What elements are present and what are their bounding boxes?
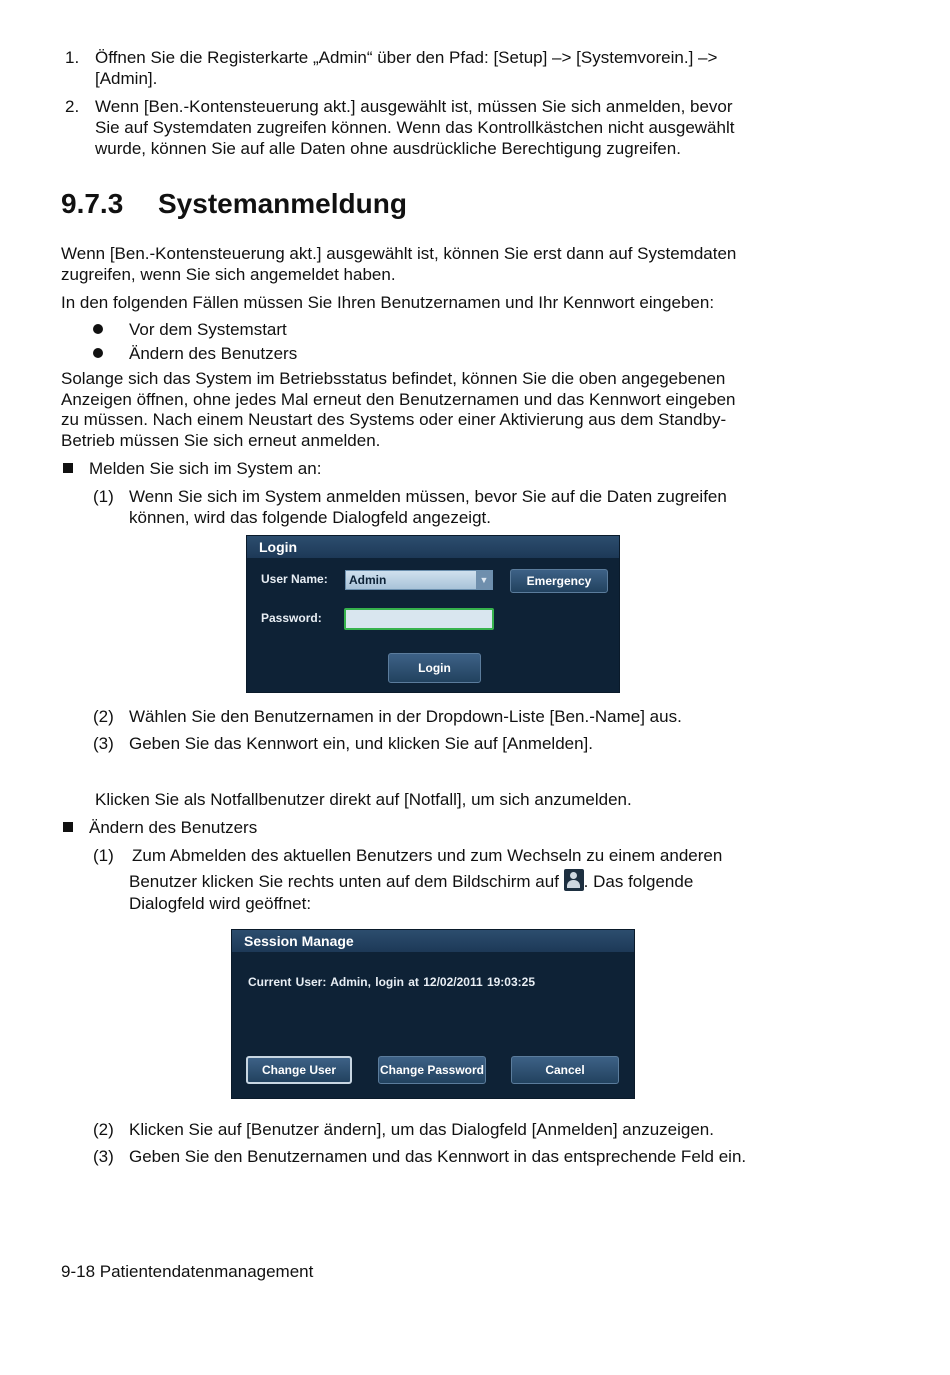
bullet-icon: [93, 348, 103, 358]
dialog-title: Login: [247, 536, 619, 558]
step-number: (2): [93, 1120, 114, 1139]
square-bullet-icon: [63, 463, 73, 473]
section-number: 9.7.3: [61, 188, 124, 219]
step-text: Wenn Sie sich im System anmelden müssen, bevor Sie auf die Daten zugreifen: [129, 487, 727, 506]
session-manage-dialog: [231, 929, 635, 1099]
step-text: . Das folgende: [583, 872, 694, 891]
list-item: Ändern des Benutzers: [129, 344, 298, 363]
step-number: 1.: [65, 48, 80, 67]
step-text: [Admin].: [95, 69, 158, 88]
step-text: können, wird das folgende Dialogfeld angezeigt.: [129, 508, 491, 527]
step-text: Öffnen Sie die Registerkarte „Admin“ über den Pfad: [Setup] –> [Systemvorein.] –>: [95, 48, 718, 67]
change-password-button[interactable]: Change Password: [378, 1056, 486, 1084]
step-number: (3): [93, 734, 114, 753]
cancel-button[interactable]: Cancel: [511, 1056, 619, 1084]
step-text: Geben Sie das Kennwort ein, und klicken Sie auf [Anmelden].: [129, 734, 594, 753]
user-name-value: Admin: [349, 573, 387, 587]
step-text: Sie auf Systemdaten zugreifen können. Wenn das Kontrollkästchen nicht ausgewählt: [95, 118, 735, 137]
step-text: wurde, können Sie auf alle Daten ohne ausdrückliche Berechtigung zugreifen.: [95, 139, 681, 158]
step-number: (1): [93, 487, 114, 506]
note-text: Klicken Sie als Notfallbenutzer direkt auf [Notfall], um sich anzumelden.: [95, 790, 632, 809]
step-text: Klicken Sie auf [Benutzer ändern], um das Dialogfeld [Anmelden] anzuzeigen.: [129, 1120, 714, 1139]
paragraph-line: Anzeigen öffnen, ohne jedes Mal erneut den Benutzernamen und das Kennwort eingeben: [61, 390, 736, 409]
section-title: Systemanmeldung: [158, 188, 407, 219]
step-text: Wählen Sie den Benutzernamen in der Dropdown-Liste [Ben.-Name] aus.: [129, 707, 682, 726]
page-footer: 9-18 Patientendatenmanagement: [61, 1262, 314, 1281]
step-number: (3): [93, 1147, 114, 1166]
password-label: Password:: [261, 611, 322, 625]
change-user-button[interactable]: Change User: [246, 1056, 352, 1084]
user-name-label: User Name:: [261, 572, 328, 586]
step-text: Benutzer klicken Sie rechts unten auf dem Bildschirm auf: [129, 872, 559, 891]
emergency-button[interactable]: Emergency: [510, 569, 608, 593]
subsection-heading: Ändern des Benutzers: [89, 818, 258, 837]
step-text-with-icon: [129, 869, 693, 894]
paragraph-line: Betrieb müssen Sie sich erneut anmelden.: [61, 431, 381, 450]
step-text: Zum Abmelden des aktuellen Benutzers und zum Wechseln zu einem anderen: [132, 846, 723, 865]
paragraph-line: zugreifen, wenn Sie sich angemeldet haben.: [61, 265, 396, 284]
user-name-select[interactable]: [345, 570, 493, 590]
subsection-heading: Melden Sie sich im System an:: [89, 459, 322, 478]
step-number: 2.: [65, 97, 80, 116]
user-session-icon: [564, 869, 584, 891]
step-text: Dialogfeld wird geöffnet:: [129, 894, 312, 913]
bullet-icon: [93, 324, 103, 334]
list-item: Vor dem Systemstart: [129, 320, 287, 339]
password-field[interactable]: [344, 608, 494, 630]
step-number: (1): [93, 846, 114, 865]
step-number: (2): [93, 707, 114, 726]
login-dialog: [246, 535, 620, 693]
square-bullet-icon: [63, 822, 73, 832]
paragraph-line: Wenn [Ben.-Kontensteuerung akt.] ausgewählt ist, können Sie erst dann auf Systemdaten: [61, 244, 737, 263]
current-user-text: Current User: Admin, login at 12/02/2011 19:03:25: [248, 975, 535, 989]
chevron-down-icon[interactable]: ▼: [476, 571, 492, 589]
paragraph-line: In den folgenden Fällen müssen Sie Ihren Benutzernamen und Ihr Kennwort eingeben:: [61, 293, 715, 312]
paragraph-line: zu müssen. Nach einem Neustart des Systems oder einer Aktivierung aus dem Standby-: [61, 410, 727, 429]
dialog-title: Session Manage: [232, 930, 634, 952]
step-text: Geben Sie den Benutzernamen und das Kennwort in das entsprechende Feld ein.: [129, 1147, 747, 1166]
paragraph-line: Solange sich das System im Betriebsstatus befindet, können Sie die oben angegebenen: [61, 369, 726, 388]
login-button[interactable]: Login: [388, 653, 481, 683]
step-text: Wenn [Ben.-Kontensteuerung akt.] ausgewählt ist, müssen Sie sich anmelden, bevor: [95, 97, 733, 116]
